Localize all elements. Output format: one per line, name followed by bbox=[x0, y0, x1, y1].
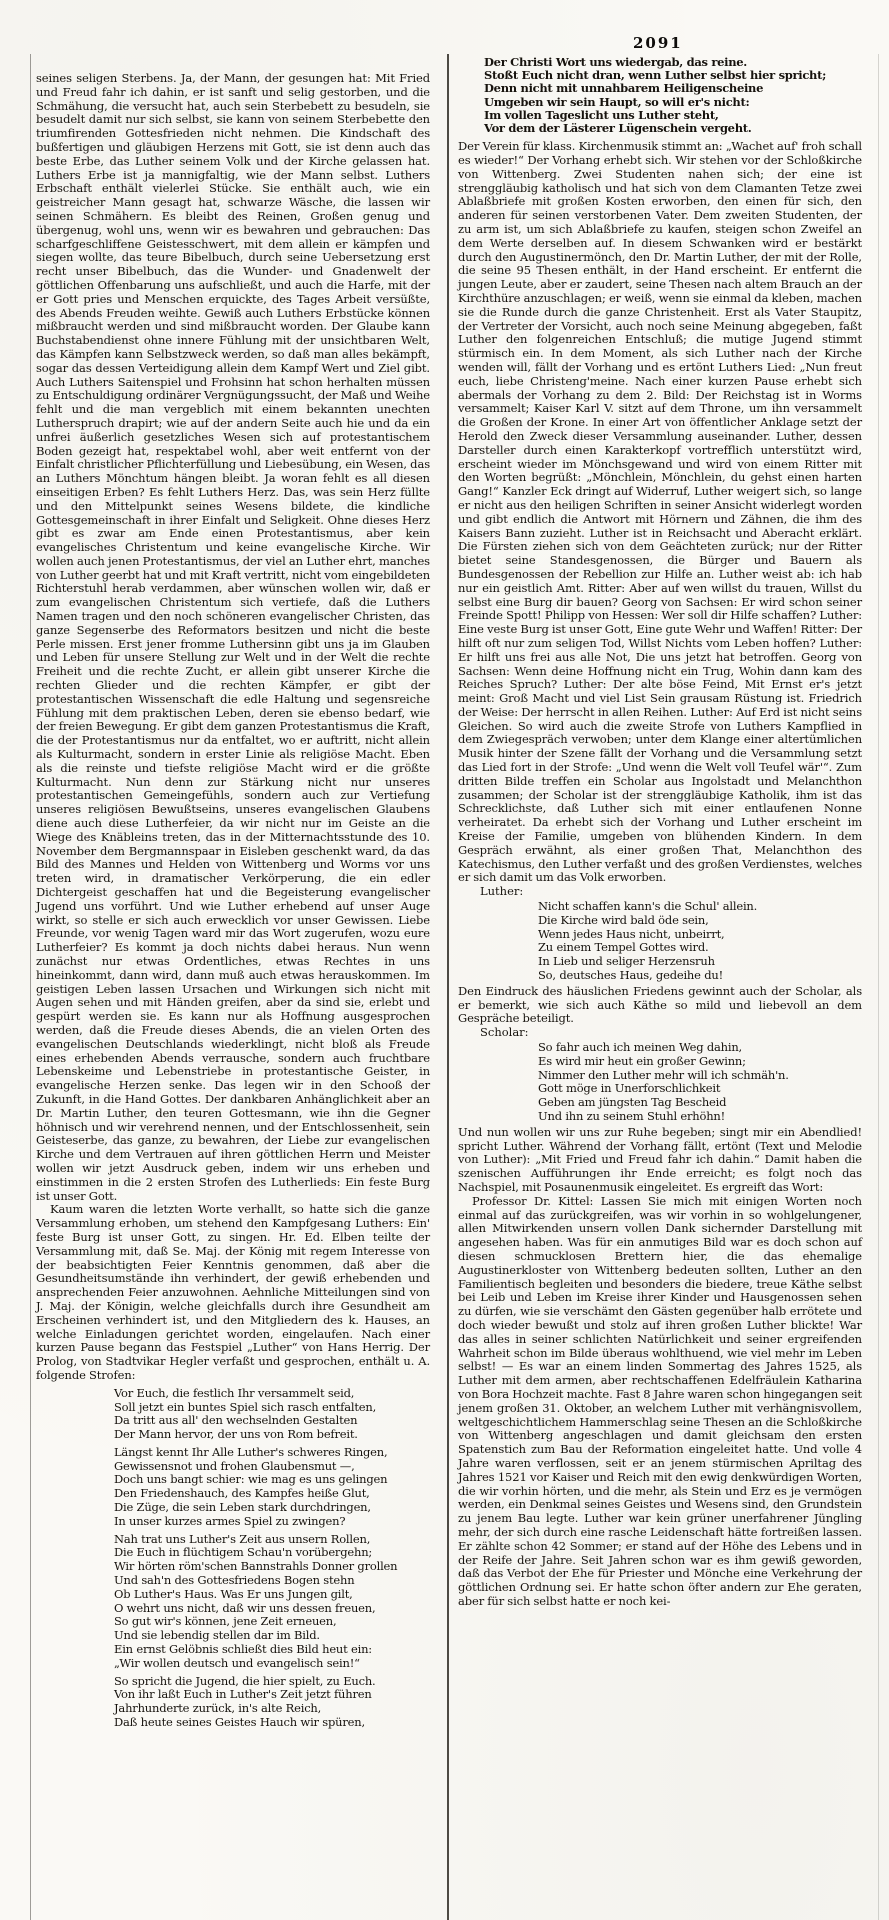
verse-line: Soll jetzt ein buntes Spiel sich rasch entfalten, bbox=[114, 1399, 377, 1414]
verse-line: So spricht die Jugend, die hier spielt, zu Euch. bbox=[114, 1673, 376, 1688]
verse-line: Im vollen Tageslicht uns Luther steht, bbox=[484, 107, 719, 122]
speaker-label: Luther: bbox=[480, 884, 524, 899]
paragraph: Professor Dr. Kittel: Lassen Sie mich mit einigen Worten noch einmal auf das zurückgreifen, was wir vorhin in so wohlgelungener, allen Mitwirkenden unsern vollen Dank sichernder Darstellung mit angesehen haben. Was für ein anmutiges Bild war es doch schon auf diesen schmucklosen Brettern hier, die das ehemalige Augustinerkloster von Wittenberg bedeuten sollten, Luther an den Familientisch begleiten und besonders die biedere, treue Käthe selbst bei Leib und Leben im Kreise ihrer Kinder und Hausgenossen sehen zu dürfen, wie sie verschämt den Gästen gegenüber halb errötete und doch wieder bewußt und stolz auf ihren großen Luther blickte! War das alles in seiner schlichten Natürlichkeit und seiner ergreifenden Wahrheit schon im Bilde überaus wohlthuend, wie viel mehr im Leben selbst! — Es war an einem linden Sommertag des Jahres 1525, als Luther mit dem armen, aber rechtschaffenen Edelfräulein Katharina von Bora Hochzeit machte. Fast 8 Jahre waren schon hingegangen seit jenem großen 31. Oktober, an welchem Luther mit verhängnisvollem, weltgeschichtlichem Hammerschlag seine Thesen an die Schloßkirche von Wittenberg angeschlagen und damit gleichsam den ersten Spatenstich zum Bau der Reformation eingeleitet hatte. Und volle 4 Jahre waren verflossen, seit er an jenem stürmischen Apriltag des Jahres 1521 vor Kaiser und Reich mit den ewig denkwürdigen Worten, die wir vorhin hörten, und die mehr, als Stein und Erz es je vermögen werden, ein Denkmal seines Geistes und Wesens sind, den Grundstein zu jenem Bau legte. Luther war kein grüner unerfahrener Jüngling mehr, der sich durch eine rasche Leidenschaft hätte fortreißen lassen. Er zählte schon 42 Sommer; er stand auf der Höhe des Lebens und in der Reife der Jahre. Seit Jahren schon war es ihm gewiß geworden, daß das Verbot der Ehe für Priester und Mönche eine Verkehrung der göttlichen Ordnung sei. Er hatte schon öfter andern zur Ehe geraten, aber für sich selbst hatte er noch kei- bbox=[458, 1193, 862, 1608]
verse-line: So fahr auch ich meinen Weg dahin, bbox=[538, 1040, 743, 1055]
paragraph: seines seligen Sterbens. Ja, der Mann, der gesungen hat: Mit Fried und Freud fahr ich dahin, er ist sanft und selig gestorben, und die Schmähung, die versucht hat, auch sein Sterbebett zu besudeln, sie besudelt damit nur sich selbst, sie kann von seinem Sterbebette den triumfirenden Gottesfrieden nicht nehmen. Die Kindschaft des bußfertigen und gläubigen Herzens mit Gott, sie ist denn auch das beste Erbe, das Luther seinem Volk und der Kirche gelassen hat. Luthers Erbe ist ja mannigfaltig, wie der Mann selbst. Luthers Erbschaft enthält vielerlei Stücke. Sie enthält auch, wie ein geistreicher Mann gesagt hat, schwarze Wäsche, die lassen wir seinen Schmähern. Es bleibt des Reinen, Großen genug und übergenug, wohl uns, wenn wir es bewahren und gebrauchen: Das scharfgeschliffene Geistesschwert, mit dem allein er kämpfen und siegen wollte, das teure Bibelbuch, durch seine Uebersetzung erst recht unser Bibelbuch, das die Wunder- und Gnadenwelt der göttlichen Offenbarung uns aufschließt, und auch die Harfe, mit der er Gott pries und Menschen erquickte, des Tages Arbeit versüßte, des Abends Freuden weihte. Gewiß auch Luthers Erbstücke können mißbraucht werden und sind mißbraucht worden. Der Glaube kann Buchstabendienst ohne innere Fühlung mit der unsichtbaren Welt, das Kämpfen kann Selbstzweck werden, so daß man alles bekämpft, sogar das dessen Verteidigung allein dem Kampf Wert und Ziel gibt. Auch Luthers Saitenspiel und Frohsinn hat schon herhalten müssen zu Entschuldigung ordinärer Vergnügungssucht, der Maß und Weihe fehlt und die man vergeblich mit einem bekannten unechten Lutherspruch drapirt; wie auf der andern Seite auch hie und da ein unfrei äußerlich gesetzliches Wesen sich auf protestantischem Boden gezeigt hat, respektabel wohl, aber weit entfernt von der Einfalt christlicher Pflichterfüllung und Liebesübung, ein Wesen, das an Luthers Mönchtum hängen bleibt. Ja woran fehlt es all diesen einseitigen Erben? Es fehlt Luthers Herz. Das, was sein Herz füllte und den Mittelpunkt seines Wesens bildete, die kindliche Gottesgemeinschaft in ihrer Einfalt und Seligkeit. Ohne dieses Herz gibt es zwar am Ende einen Protestantismus, aber kein evangelisches Christentum und keine evangelische Kirche. Wir wollen auch jenen Protestantismus, der viel an Luther ehrt, manches von Luther geerbt hat und mit Kraft vertritt, nicht vom eingebildeten Richterstuhl herab verdammen, aber wünschen wollen wir, daß er zum evangelischen Christentum sich vertiefe, daß die Luthers Namen tragen und den noch schöneren evangelischer Christen, das ganze Segenserbe des Reformators besitzen und nicht die beste Perle missen. Erst jener fromme Luthersinn gibt uns ja im Glauben und Leben für unsere Stellung zur Welt und in der Welt die rechte Freiheit und die rechte Zucht, er allein gibt unserer Kirche die rechten Glieder und die rechten Kämpfer, er gibt der protestantischen Wissenschaft die edle Haltung und segensreiche Fühlung mit dem praktischen Leben, deren sie ebenso bedarf, wie der freien Bewegung. Er gibt dem ganzen Protestantismus die Kraft, die der Protestantismus nur da entfaltet, wo er auftritt, nicht allein als Kulturmacht, sondern in erster Linie als religiöse Macht. Eben als die reinste und tiefste religiöse Macht wird er die größte Kulturmacht. Nun denn zur Stärkung nicht nur unseres protestantischen Gemeingefühls, sondern auch zur Vertiefung unseres religiösen Bewußtseins, unseres evangelischen Glaubens diene auch diese Lutherfeier, da wir nicht nur im Geiste an die Wiege des Knäbleins treten, das in der Mitternachtsstunde des 10. November dem Bergmannspaar in Eisleben geschenkt ward, da das Bild des Mannes und Helden von Wittenberg und Worms vor uns treten wird, in dramatischer Verkörperung, die ein edler Dichtergeist geschaffen hat und die Begeisterung evangelischer Jugend uns vorführt. Und wie Luther erhebend auf unser Auge wirkt, so stelle er sich auch erwecklich vor unser Gewissen. Liebe Freunde, vor wenig Tagen ward mir das Wort zugerufen, wozu eure Lutherfeier? Es kommt ja doch nichts dabei heraus. Nun wenn zunächst nur etwas Ordentliches, etwas Rechtes in uns hineinkommt, dann wird, dann muß auch etwas herauskommen. Im geistigen Leben lassen Ursachen und Wirkungen sich nicht mit Augen sehen und mit Händen greifen, aber da sind sie, erlebt und gespürt werden sie. Es kann nur als Hoffnung ausgesprochen werden, daß die Freude dieses Abends, die an vielen Orten des evangelischen Deutschlands wiederklingt, nicht bloß als Freude eines erhebenden Abends verrausche, sondern auch fruchtbare Lebenskeime und Lebenstriebe in protestantische Geister, in evangelische Herzen senke. Das legen wir in den Schooß der Zukunft, in die Hand Gottes. Der dankbaren Anhänglichkeit aber an Dr. Martin Luther, den teuren Gottesmann, wie ihn die Gegner höhnisch und wir verehrend nennen, und der Entschlossenheit, sein Geisteserbe, das ganze, zu bewahren, der Liebe zur evangelischen Kirche und dem Vertrauen auf ihren göttlichen Herrn und Meister wollen wir jetzt Ausdruck geben, indem wir uns erheben und einstimmen in die 2 ersten Strofen des Lutherlieds: Ein feste Burg ist unser Gott. bbox=[36, 71, 430, 1203]
page-number: 2091 bbox=[633, 34, 683, 52]
verse-line: Gott möge in Unerforschlichkeit bbox=[538, 1081, 721, 1096]
verse-line: So gut wir's können, jene Zeit erneuen, bbox=[114, 1614, 337, 1629]
verse-block bbox=[114, 1533, 430, 1671]
verse-line: Ein ernst Gelöbnis schließt dies Bild heut ein: bbox=[114, 1642, 372, 1657]
verse-line: Der Mann hervor, der uns von Rom befreit. bbox=[114, 1427, 358, 1442]
verse-block bbox=[538, 900, 862, 983]
verse-line: Gewissensnot und frohen Glaubensmut —, bbox=[114, 1458, 355, 1473]
column-left bbox=[36, 72, 430, 1734]
verse-line: Und sah'n des Gottesfriedens Bogen stehn bbox=[114, 1573, 355, 1588]
verse-line: So, deutsches Haus, gedeihe du! bbox=[538, 968, 723, 983]
verse-line: Wenn jedes Haus nicht, unbeirrt, bbox=[538, 926, 725, 941]
verse-line: Vor dem der Lästerer Lügenschein vergeht. bbox=[484, 121, 752, 136]
verse-line: Jahrhunderte zurück, in's alte Reich, bbox=[114, 1701, 322, 1716]
verse-line: Daß heute seines Geistes Hauch wir spüren, bbox=[114, 1715, 365, 1730]
verse-line: Umgeben wir sein Haupt, so will er's nicht: bbox=[484, 94, 750, 109]
verse-line: Den Friedenshauch, des Kampfes heiße Glut, bbox=[114, 1486, 370, 1501]
verse-line: Ob Luther's Haus. Was Er uns Jungen gilt, bbox=[114, 1586, 353, 1601]
column-right bbox=[458, 56, 862, 1609]
verse-line: Die Euch in flüchtigem Schau'n vorübergehn; bbox=[114, 1545, 373, 1560]
verse-line: Und sie lebendig stellen dar im Bild. bbox=[114, 1628, 320, 1643]
right-page-edge-rule bbox=[878, 54, 879, 1920]
verse-block bbox=[114, 1446, 430, 1529]
verse-line: Nicht schaffen kann's die Schul' allein. bbox=[538, 899, 758, 914]
left-page-edge-rule bbox=[30, 54, 31, 1920]
verse-line: Nah trat uns Luther's Zeit aus unsern Rollen, bbox=[114, 1531, 371, 1546]
verse-line: Und ihn zu seinem Stuhl erhöhn! bbox=[538, 1109, 726, 1123]
verse-line: Der Christi Wort uns wiedergab, das reine. bbox=[484, 55, 748, 69]
verse-line: Wir hörten röm'schen Bannstrahls Donner grollen bbox=[114, 1559, 398, 1574]
verse-line: O wehrt uns nicht, daß wir uns dessen freuen, bbox=[114, 1600, 376, 1615]
verse-line: Denn nicht mit unnahbarem Heiligenscheine bbox=[484, 81, 764, 96]
verse-block bbox=[114, 1675, 430, 1730]
verse-line: Stoßt Euch nicht dran, wenn Luther selbst hier spricht; bbox=[484, 68, 827, 83]
verse-block bbox=[538, 1041, 862, 1124]
verse-block bbox=[484, 56, 862, 135]
paragraph: Der Verein für klass. Kirchenmusik stimmt an: „Wachet auf' froh schall es wieder!“ Der Vorhang erhebt sich. Wir stehen vor der Schloßkirche von Wittenberg. Zwei Studenten nahen sich; der eine ist strenggläubig katholisch und hat sich von dem Clamanten Tetze zwei Ablaßbriefe mit großen Kosten erworben, den einen für sich, den anderen für seinen verstorbenen Vater. Dem zweiten Studenten, der zu arm ist, um sich Ablaßbriefe zu kaufen, steigen schon Zweifel an dem Werte derselben auf. In diesem Schwanken wird er bestärkt durch den Augustinermönch, den Dr. Martin Luther, der mit der Rolle, die seine 95 Thesen enthält, in der Hand erscheint. Er entfernt die jungen Leute, aber er zaudert, seine Thesen nach altem Brauch an der Kirchthüre anzuschlagen; er weiß, wenn sie einmal da kleben, machen sie die Runde durch die ganze Christenheit. Erst als Vater Staupitz, der Vertreter der Vorsicht, auch noch seine Meinung abgegeben, faßt Luther den folgenreichen Entschluß; die mutige Jugend stimmt stürmisch ein. In dem Moment, als sich Luther nach der Kirche wenden will, fällt der Vorhang und es ertönt Luthers Lied: „Nun freut euch, liebe Christeng'meine. Nach einer kurzen Pause erhebt sich abermals der Vorhang zu dem 2. Bild: Der Reichstag ist in Worms versammelt; Kaiser Karl V. sitzt auf dem Throne, um ihn versammelt die Großen der Krone. In einer Art von öffentlicher Anklage setzt der Herold den Zweck dieser Versammlung auseinander. Luther, dessen Darsteller durch einen Karakterkopf vortrefflich unterstützt wird, erscheint wieder im Mönchsgewand und wird von einem Ritter mit den Worten begrüßt: „Mönchlein, Mönchlein, du gehst einen harten Gang!“ Kanzler Eck dringt auf Widerruf, Luther weigert sich, so lange er nicht aus den heiligen Schriften in seiner Ansicht widerlegt worden und gibt endlich die Antwort mit Hörnern und Zähnen, die ihm des Kaisers Bann zuzieht. Luther ist in Reichsacht und Aberacht erklärt. Die Fürsten ziehen sich von dem Geächteten zurück; nur der Ritter bietet seine Standesgenossen, die Bürger und Bauern als Bundesgenossen der Rebellion zur Hilfe an. Luther weist ab: ich hab nur ein geistlich Amt. Ritter: Aber auf wen willst du trauen, Willst du selbst eine Burg dir bauen? Georg von Sachsen: Er wird schon seiner Freinde Spott! Philipp von Hessen: Wer soll dir Hilfe schaffen? Luther: Eine veste Burg ist unser Gott, Eine gute Wehr und Waffen! Ritter: Der hilft oft nur zum seligen Tod, Willst Nichts vom Leben hoffen? Luther: Er hilft uns frei aus alle Not, Die uns jetzt hat betroffen. Georg von Sachsen: Wenn deine Hoffnung nicht ein Trug, Wohin dann kam des Reiches Spruch? Luther: Der alte böse Feind, Mit Ernst er's jetzt meint: Groß Macht und viel List Sein grausam Rüstung ist. Friedrich der Weise: Der herrscht in allen Reihen. Luther: Auf Erd ist nicht seins Gleichen. So wird auch die zweite Strofe von Luthers Kampflied in dem Zwiegespräch verwoben; unter dem Klange einer altertümlichen Musik hinter der Szene fällt der Vorhang und die Versammlung setzt das Lied fort in der Strofe: „Und wenn die Welt voll Teufel wär'“. Zum dritten Bilde treffen ein Scholar aus Ingolstadt und Melanchthon zusammen; der Scholar ist der strenggläubige Katholik, ihm ist das Schrecklichste, daß Luther sich mit einer entlaufenen Nonne verheiratet. Da erhebt sich der Vorhang und Luther erscheint im Kreise der Familie, umgeben von blühenden Kindern. In dem Gespräch erwähnt, als einer großen That, Melanchthon des Katechismus, den Luther verfaßt und des großen Verdienstes, welches er sich damit um das Volk erworben. bbox=[458, 139, 862, 885]
verse-line: Die Züge, die sein Leben stark durchdringen, bbox=[114, 1500, 371, 1515]
verse-line: Die Kirche wird bald öde sein, bbox=[538, 912, 709, 927]
verse-line: „Wir wollen deutsch und evangelisch sein!“ bbox=[114, 1655, 360, 1670]
verse-line: Längst kennt Ihr Alle Luther's schweres Ringen, bbox=[114, 1444, 388, 1459]
verse-line: Es wird mir heut ein großer Gewinn; bbox=[538, 1053, 746, 1068]
paragraph: Den Eindruck des häuslichen Friedens gewinnt auch der Scholar, als er bemerkt, wie sich auch Käthe so mild und liebevoll an dem Gespräche beteiligt. bbox=[458, 983, 862, 1026]
verse-line: Doch uns bangt schier: wie mag es uns gelingen bbox=[114, 1472, 388, 1487]
verse-line: Nimmer den Luther mehr will ich schmäh'n. bbox=[538, 1067, 789, 1082]
verse-block bbox=[114, 1387, 430, 1442]
paragraph: Kaum waren die letzten Worte verhallt, so hatte sich die ganze Versammlung erhoben, um stehend den Kampfgesang Luthers: Ein' feste Burg ist unser Gott, zu singen. Hr. Ed. Elben teilte der Versammlung mit, daß Se. Maj. der König mit regem Interesse von der beabsichtigten Feier Kenntnis genommen, daß aber die Gesundheitsumstände ihn verhindert, der gewiß erhebenden und ansprechenden Feier anzuwohnen. Aehnliche Mitteilungen sind von J. Maj. der Königin, welche gleichfalls durch ihre Gesundheit am Erscheinen verhindert ist, und den Mitgliedern des k. Hauses, an welche Einladungen gerichtet worden, eingelaufen. Nach einer kurzen Pause begann das Festspiel „Luther“ von Hans Herrig. Der Prolog, von Stadtvikar Hegler verfaßt und gesprochen, enthält u. A. folgende Strofen: bbox=[36, 1202, 430, 1382]
verse-line: In unser kurzes armes Spiel zu zwingen? bbox=[114, 1513, 346, 1528]
column-divider-rule bbox=[447, 54, 449, 1920]
verse-line: Vor Euch, die festlich Ihr versammelt seid, bbox=[114, 1385, 355, 1400]
verse-line: Zu einem Tempel Gottes wird. bbox=[538, 940, 709, 955]
verse-line: Geben am jüngsten Tag Bescheid bbox=[538, 1095, 727, 1110]
verse-line: Da tritt aus all' den wechselnden Gestalten bbox=[114, 1413, 358, 1428]
speaker-label: Scholar: bbox=[480, 1025, 529, 1040]
verse-line: Von ihr laßt Euch in Luther's Zeit jetzt führen bbox=[114, 1687, 372, 1702]
paragraph: Und nun wollen wir uns zur Ruhe begeben; singt mir ein Abendlied! spricht Luther. Während der Vorhang fällt, ertönt (Text und Melodie von Luther): „Mit Fried und Freud fahr ich dahin.“ Damit haben die szenischen Aufführungen ihr Ende erreicht; es folgt noch das Nachspiel, mit Posaunenmusik eingeleitet. Es ergreift das Wort: bbox=[458, 1124, 862, 1194]
verse-line: In Lieb und seliger Herzensruh bbox=[538, 954, 715, 969]
